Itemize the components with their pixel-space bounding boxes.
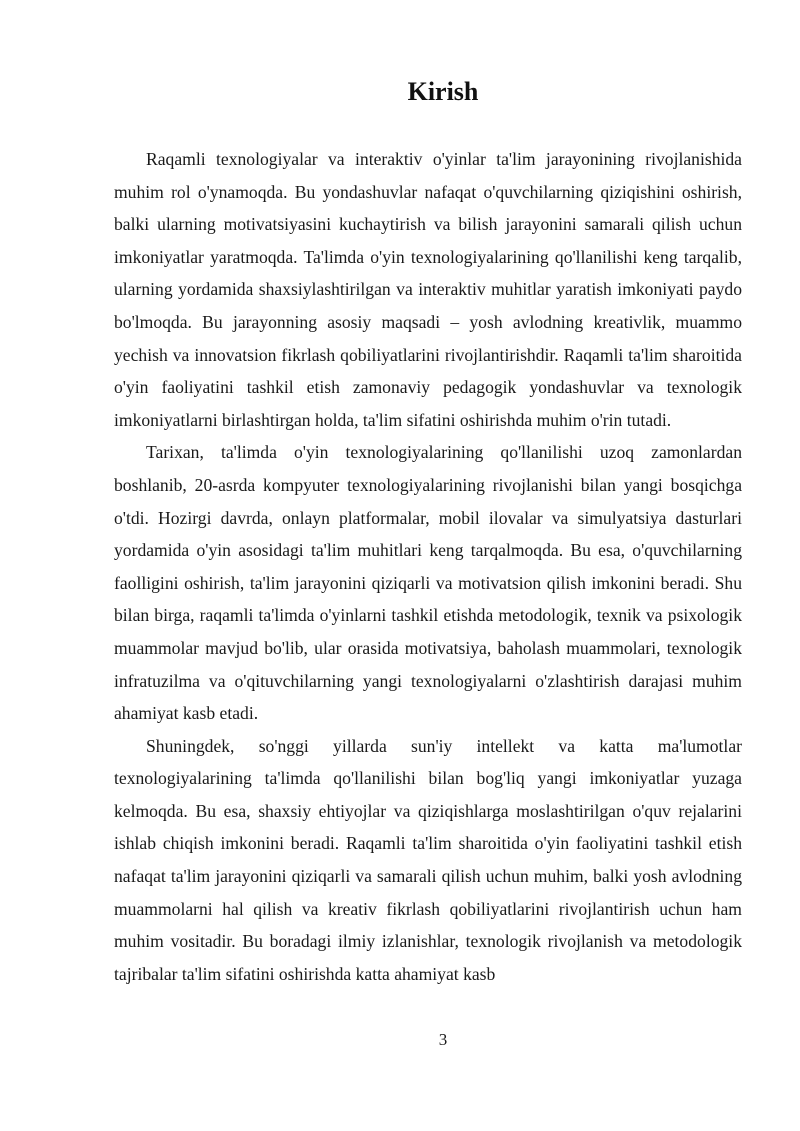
- paragraph-2: Tarixan, ta'limda o'yin texnologiyalarining qo'llanilishi uzoq zamonlardan boshlanib, 20-asrda kompyuter texnologiyalarining rivojlanishi bilan yangi bosqichga o'tdi. Hozirgi davrda, onlayn platformalar, mobil ilovalar va simulyatsiya dasturlari yordamida o'yin asosidagi ta'lim muhitlari keng tarqalmoqda. Bu esa, o'quvchilarning faolligini oshirish, ta'lim jarayonini qiziqarli va motivatsion qilish imkonini beradi. Shu bilan birga, raqamli ta'limda o'yinlarni tashkil etishda metodologik, texnik va psixologik muammolar mavjud bo'lib, ular orasida motivatsiya, baholash muammolari, texnologik infratuzilma va o'qituvchilarning yangi texnologiyalarni o'zlashtirish darajasi muhim ahamiyat kasb etadi.: [114, 442, 742, 724]
- paragraph-3: Shuningdek, so'nggi yillarda sun'iy intellekt va katta ma'lumotlar texnologiyalarining ta'limda qo'llanilishi bilan bog'liq yangi imkoniyatlar yuzaga kelmoqda. Bu esa, shaxsiy ehtiyojlar va qiziqishlarga moslashtirilgan o'quv rejalarini ishlab chiqish imkonini beradi. Raqamli ta'lim sharoitida o'yin faoliyatini tashkil etish nafaqat ta'lim jarayonini qiziqarli va samarali qilish uchun muhim, balki yosh avlodning muammolarni hal qilish va kreativ fikrlash qobiliyatlarini rivojlantirish uchun ham muhim vositadir. Bu boradagi ilmiy izlanishlar, texnologik rivojlanish va metodologik tajribalar ta'lim sifatini oshirishda katta ahamiyat kasb: [114, 735, 742, 984]
- section-title: Kirish: [407, 77, 479, 106]
- body-text: [114, 143, 742, 990]
- page-number: 3: [438, 1030, 448, 1049]
- paragraph-1: Raqamli texnologiyalar va interaktiv o'yinlar ta'lim jarayonining rivojlanishida muhim rol o'ynamoqda. Bu yondashuvlar nafaqat o'quvchilarning qiziqishini oshirish, balki ularning motivatsiyasini kuchaytirish va bilish jarayonini samarali qilish uchun imkoniyatlar yaratmoqda. Ta'limda o'yin texnologiyalarining qo'llanilishi keng tarqalib, ularning yordamida shaxsiylashtirilgan va interaktiv muhitlar yaratish imkoniyati paydo bo'lmoqda. Bu jarayonning asosiy maqsadi – yosh avlodning kreativlik, muammo yechish va innovatsion fikrlash qobiliyatlarini rivojlantirishdir. Raqamli ta'lim sharoitida o'yin faoliyatini tashkil etish zamonaviy pedagogik yondashuvlar va texnologik imkoniyatlarni birlashtirgan holda, ta'lim sifatini oshirishda muhim o'rin tutadi.: [114, 149, 742, 430]
